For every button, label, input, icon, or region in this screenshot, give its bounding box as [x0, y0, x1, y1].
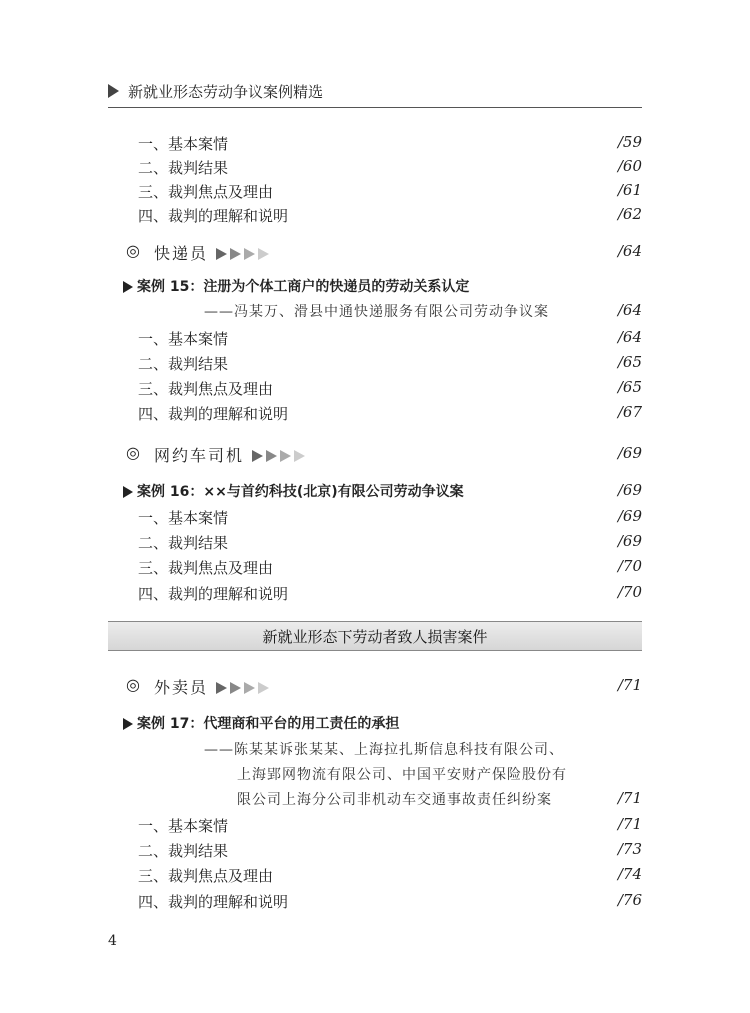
page-number: 4: [108, 933, 117, 949]
entry-label: 三、裁判焦点及理由: [138, 183, 274, 201]
header-triangle-icon: [108, 84, 119, 98]
toc-entry[interactable]: [108, 378, 642, 400]
toc-entry[interactable]: [108, 840, 642, 862]
entry-page: /62: [617, 205, 642, 223]
entry-page: /65: [617, 353, 642, 371]
entry-label: 一、基本案情: [138, 330, 229, 348]
section-label: 网约车司机: [154, 443, 308, 466]
bullseye-icon: ◎: [126, 443, 140, 462]
toc-entry[interactable]: [108, 205, 642, 227]
case-title: 案例 17：代理商和平台的用工责任的承担: [123, 713, 399, 733]
entry-page: /70: [617, 583, 642, 601]
toc-entry[interactable]: [108, 157, 642, 179]
case-title: 案例 15：注册为个体工商户的快递员的劳动关系认定: [123, 276, 469, 296]
entry-label: 二、裁判结果: [138, 534, 229, 552]
toc-entry[interactable]: [108, 133, 642, 155]
case-arrow-icon: [123, 281, 133, 293]
section-delivery[interactable]: [108, 674, 642, 700]
entry-page: /69: [617, 481, 642, 499]
entry-label: 三、裁判焦点及理由: [138, 559, 274, 577]
case-source: ——陈某某诉张某某、上海拉扎斯信息科技有限公司、: [204, 742, 564, 758]
case-source: 限公司上海分公司非机动车交通事故责任纠纷案: [237, 792, 552, 808]
entry-page: /71: [617, 815, 642, 833]
case-arrow-icon: [123, 486, 133, 498]
entry-label: 一、基本案情: [138, 135, 229, 153]
entry-label: 二、裁判结果: [138, 159, 229, 177]
entry-page: /71: [617, 789, 642, 807]
entry-label: 四、裁判的理解和说明: [138, 207, 289, 225]
section-label: 快递员: [154, 241, 272, 264]
toc-entry[interactable]: [108, 353, 642, 375]
running-header: [108, 80, 642, 106]
bullseye-icon: ◎: [126, 675, 140, 694]
entry-label: 三、裁判焦点及理由: [138, 867, 274, 885]
toc-entry[interactable]: [108, 403, 642, 425]
toc-entry[interactable]: [108, 815, 642, 837]
entry-page: /64: [617, 301, 642, 319]
section-label: 外卖员: [154, 675, 272, 698]
entry-page: /64: [617, 328, 642, 346]
case-source: 上海郢网物流有限公司、中国平安财产保险股份有: [237, 767, 567, 783]
book-title: 新就业形态劳动争议案例精选: [128, 83, 324, 101]
arrows-icon: [216, 245, 272, 264]
arrows-icon: [216, 679, 272, 698]
case-16-title[interactable]: [108, 481, 642, 503]
entry-page: /67: [617, 403, 642, 421]
case-15-title[interactable]: [108, 276, 642, 298]
toc-entry[interactable]: [108, 328, 642, 350]
section-page: /71: [617, 676, 642, 694]
entry-label: 三、裁判焦点及理由: [138, 380, 274, 398]
arrows-icon: [252, 447, 308, 466]
entry-page: /61: [617, 181, 642, 199]
case-17-source-1[interactable]: [108, 739, 642, 761]
entry-label: 一、基本案情: [138, 817, 229, 835]
case-17-source-3[interactable]: [108, 789, 642, 811]
entry-label: 一、基本案情: [138, 509, 229, 527]
entry-page: /69: [617, 507, 642, 525]
chapter-band[interactable]: [108, 621, 642, 651]
section-courier[interactable]: [108, 240, 642, 266]
entry-page: /60: [617, 157, 642, 175]
toc-entry[interactable]: [108, 557, 642, 579]
entry-page: /65: [617, 378, 642, 396]
toc-entry[interactable]: [108, 583, 642, 605]
entry-label: 四、裁判的理解和说明: [138, 405, 289, 423]
entry-page: /59: [617, 133, 642, 151]
toc-entry[interactable]: [108, 532, 642, 554]
entry-page: /70: [617, 557, 642, 575]
section-page: /64: [617, 242, 642, 260]
case-17-source-2[interactable]: [108, 764, 642, 786]
section-driver[interactable]: [108, 442, 642, 468]
entry-label: 四、裁判的理解和说明: [138, 585, 289, 603]
case-title: 案例 16：××与首约科技(北京)有限公司劳动争议案: [123, 481, 464, 501]
header-divider: [108, 107, 642, 108]
entry-label: 二、裁判结果: [138, 355, 229, 373]
case-17-title[interactable]: [108, 713, 642, 735]
entry-label: 二、裁判结果: [138, 842, 229, 860]
entry-page: /73: [617, 840, 642, 858]
bullseye-icon: ◎: [126, 241, 140, 260]
entry-page: /74: [617, 865, 642, 883]
toc-entry[interactable]: [108, 891, 642, 913]
entry-label: 四、裁判的理解和说明: [138, 893, 289, 911]
entry-page: /69: [617, 532, 642, 550]
case-source: ——冯某万、滑县中通快递服务有限公司劳动争议案: [204, 304, 549, 320]
toc-entry[interactable]: [108, 181, 642, 203]
chapter-title: 新就业形态下劳动者致人损害案件: [262, 628, 488, 646]
toc-entry[interactable]: [108, 865, 642, 887]
section-page: /69: [617, 444, 642, 462]
case-arrow-icon: [123, 718, 133, 730]
entry-page: /76: [617, 891, 642, 909]
case-15-source[interactable]: [108, 301, 642, 323]
toc-entry[interactable]: [108, 507, 642, 529]
